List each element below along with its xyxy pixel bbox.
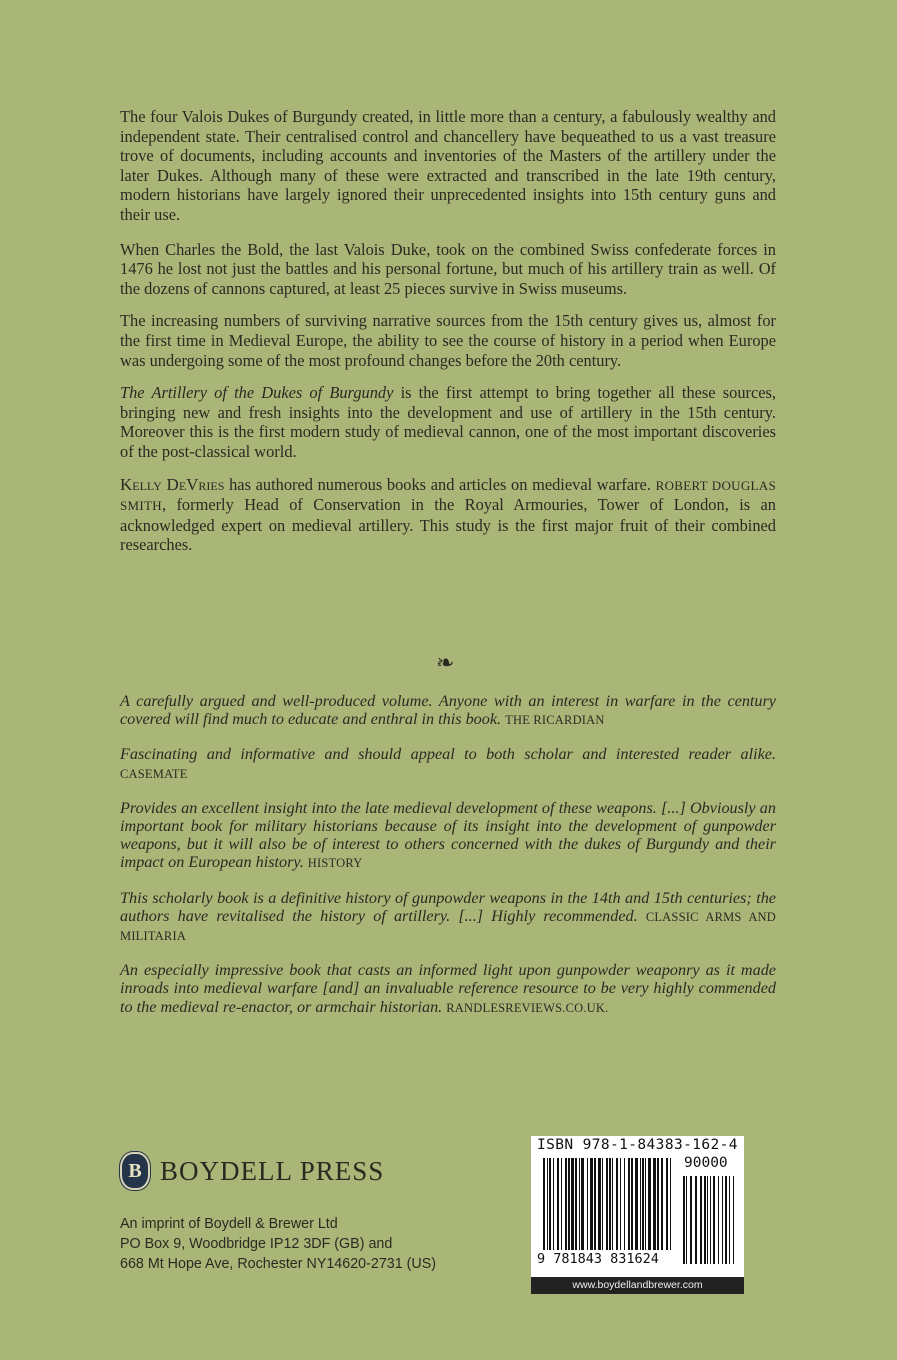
blurb-text <box>120 107 776 568</box>
review-quote <box>120 745 776 782</box>
barcode-bar <box>631 1158 633 1250</box>
review-text: A carefully argued and well-produced volume. Anyone with an interest in warfare in the century covered will find much to educate and enthral in this book. <box>120 692 776 729</box>
blurb-paragraph-4-text: is the first attempt to bring together all these sources, bringing new and fresh insights into the development and use of artillery in the 15th century. Moreover this is the first modern study of medieval cannon, one of the most important discoveries of the post-classical world. <box>120 383 776 461</box>
barcode-bar <box>666 1158 668 1250</box>
publisher-name: BOYDELL PRESS <box>160 1155 385 1186</box>
barcode-bar <box>568 1158 570 1250</box>
review-source: RANDLESREVIEWS.CO.UK. <box>446 1000 609 1015</box>
blurb-paragraph-2: When Charles the Bold, the last Valois Duke, took on the combined Swiss confederate forces in 1476 he lost not just the battles and his personal fortune, but much of his artillery train as well. Of the dozens of cannons captured, at least 25 pieces survive in Swiss museums. <box>120 239 776 298</box>
barcode-bar <box>549 1158 551 1250</box>
review-quote <box>120 799 776 873</box>
authors-paragraph <box>120 475 776 555</box>
barcode-bar <box>624 1158 625 1250</box>
barcode-bar <box>602 1158 603 1250</box>
addon-bar <box>729 1176 730 1264</box>
addon-bar <box>683 1176 685 1264</box>
review-quote <box>120 961 776 1017</box>
book-title: The Artillery of the Dukes of Burgundy <box>120 383 394 403</box>
barcode-bar <box>587 1158 588 1250</box>
review-quote <box>120 692 776 729</box>
blurb-paragraph-1: The four Valois Dukes of Burgundy created, in little more than a century, a fabulously wealthy and independent state. Their centralised control and chancellery have bequeathed to us a vast treasure trove of documents, including accounts and inventories of the Masters of the artillery under the later Dukes. Although many of these were extracted and transcribed in the late 19th century, modern historians have largely ignored their unprecedented insights into 15th century guns and their use. <box>120 107 776 224</box>
author-kelly-devries: Kelly DeVries <box>120 474 225 494</box>
barcode-bar <box>565 1158 567 1250</box>
barcode-bar <box>616 1158 618 1250</box>
addon-bar <box>713 1176 715 1264</box>
boydell-b-logo-icon: B <box>120 1152 150 1190</box>
review-source: CLASSIC ARMS AND MILITARIA <box>120 909 776 944</box>
barcode-bar <box>620 1158 621 1250</box>
barcode-bar <box>628 1158 630 1250</box>
reviews-section <box>120 692 776 1033</box>
review-quote <box>120 889 776 946</box>
review-source: CASEMATE <box>120 766 188 781</box>
review-source: THE RICARDIAN <box>505 713 605 728</box>
barcode-bar <box>575 1158 577 1250</box>
author-robert-douglas-smith: ROBERT DOUGLAS SMITH <box>120 477 776 514</box>
imprint-line: An imprint of Boydell & Brewer Ltd <box>120 1216 338 1232</box>
barcode-bar <box>553 1158 554 1250</box>
blurb-paragraph-3: The increasing numbers of surviving narrative sources from the 15th century gives us, almost for the first time in Medieval Europe, the ability to see the course of history in a period when Europe was undergoing some of the most profound changes before the 20th century. <box>120 311 776 370</box>
review-source: HISTORY <box>307 856 363 871</box>
barcode-bar <box>642 1158 644 1250</box>
barcode-bar <box>612 1158 613 1250</box>
addon-bar <box>710 1176 711 1264</box>
addon-bar <box>695 1176 697 1264</box>
barcode-bar <box>598 1158 601 1250</box>
barcode-bar <box>590 1158 593 1250</box>
addon-bar <box>733 1176 734 1264</box>
imprint-line: 668 Mt Hope Ave, Rochester NY14620-2731 (US) <box>120 1256 437 1272</box>
barcode-bar <box>547 1158 548 1250</box>
barcode-bar <box>557 1158 559 1250</box>
publisher-imprint <box>120 1214 436 1274</box>
price-addon-number: 90000 <box>684 1155 728 1171</box>
publisher-logo <box>120 1152 384 1190</box>
barcode-bar <box>579 1158 580 1250</box>
review-text: An especially impressive book that casts an informed light upon gunpowder weaponry as it made inroads into medieval warfare [and] an invaluable reference resource to be very highly commended to the medieval re-enactor, or armchair historian. <box>120 961 776 1016</box>
authors-mid-text: has authored numerous books and articles on medieval warfare. <box>224 474 656 494</box>
barcode-bar <box>606 1158 608 1250</box>
addon-bar <box>704 1176 706 1264</box>
review-text: Provides an excellent insight into the late medieval development of these weapons. [...] Obviously an important book for military historians because of its insight into the development of gunpowder weapons, but it will also be of interest to others concerned with the dukes of Burgundy and their impact on European history. <box>120 798 776 872</box>
barcode-bar <box>543 1158 545 1250</box>
review-text: This scholarly book is a definitive history of gunpowder weapons in the 14th and 15th centuries; the authors have revitalised the history of artillery. [...] Highly recommended. <box>120 888 776 925</box>
addon-bar <box>718 1176 719 1264</box>
addon-bar <box>690 1176 692 1264</box>
barcode-bar <box>635 1158 638 1250</box>
fleuron-ornament-icon: ❧ <box>436 650 455 675</box>
barcode-bar <box>648 1158 651 1250</box>
website-url: www.boydellandbrewer.com <box>531 1277 744 1294</box>
barcode-bar <box>657 1158 659 1250</box>
addon-bar <box>707 1176 708 1264</box>
barcode-bar <box>581 1158 584 1250</box>
barcode-bar <box>670 1158 671 1250</box>
barcode-bar <box>661 1158 663 1250</box>
barcode-bar <box>645 1158 646 1250</box>
barcode-bar <box>571 1158 574 1250</box>
barcode-bar <box>561 1158 562 1250</box>
isbn-barcode <box>531 1136 744 1277</box>
imprint-line: PO Box 9, Woodbridge IP12 3DF (GB) and <box>120 1236 393 1252</box>
ean-digits: 9 781843 831624 <box>537 1251 659 1267</box>
authors-rest-text: , formerly Head of Conservation in the Royal Armouries, Tower of London, is an acknowledged expert on medieval artillery. This study is the first major fruit of their combined researches. <box>120 495 776 555</box>
barcode-bar <box>609 1158 611 1250</box>
blurb-paragraph-4 <box>120 383 776 461</box>
addon-bar <box>686 1176 687 1264</box>
addon-bar <box>700 1176 702 1264</box>
barcode-bar <box>653 1158 656 1250</box>
addon-bar <box>722 1176 723 1264</box>
barcode-bar <box>640 1158 641 1250</box>
isbn-number: ISBN 978-1-84383-162-4 <box>537 1137 738 1153</box>
addon-bar <box>725 1176 727 1264</box>
barcode-bar <box>594 1158 596 1250</box>
review-text: Fascinating and informative and should appeal to both scholar and interested reader alike. <box>120 745 776 764</box>
